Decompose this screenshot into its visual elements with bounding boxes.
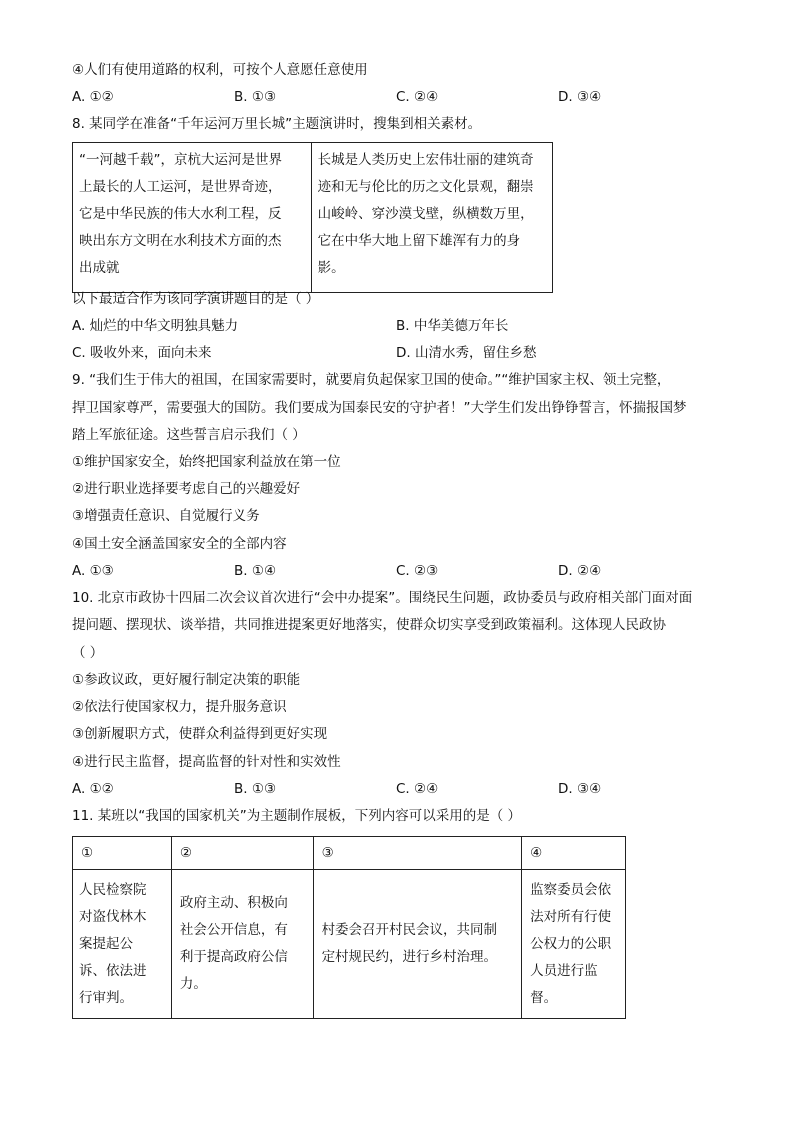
- q8-options-row-1: [72, 316, 732, 336]
- q10-options: [72, 779, 732, 799]
- q8-wall-line-5: 影。: [317, 260, 345, 276]
- q9-options: [72, 561, 732, 581]
- q9-option-d[interactable]: D. ②④: [558, 563, 602, 579]
- q8-option-b[interactable]: B. 中华美德万年长: [396, 318, 509, 334]
- q10-item-2: ②依法行使国家权力，提升服务意识: [72, 699, 287, 715]
- q7-option-a[interactable]: A. ①②: [72, 89, 114, 105]
- q11-cell-4-line-5: 督。: [530, 989, 558, 1006]
- q11-cell-3-line-2: 定村规民约，进行乡村治理。: [321, 949, 498, 965]
- q7-option-c[interactable]: C. ②④: [396, 89, 439, 105]
- q8-wall-line-2: 迹和无与伦比的历之文化景观，翻崇: [317, 179, 534, 195]
- q11-header-2: ②: [171, 837, 313, 870]
- q11-cell-2-line-2: 社会公开信息，有: [179, 922, 288, 938]
- q8-wall-cell: [311, 143, 552, 293]
- q11-header-row: [73, 837, 626, 870]
- q11-header-1: ①: [73, 837, 172, 870]
- q11-stem: 11. 某班以“我国的国家机关”为主题制作展板，下列内容可以采用的是（ ）: [72, 808, 522, 824]
- q8-question: 以下最适合作为该同学演讲题目的是（ ）: [72, 291, 320, 307]
- q11-cell-government: [171, 870, 313, 1019]
- q9-option-b[interactable]: B. ①④: [234, 563, 277, 579]
- q11-cell-2-line-3: 利于提高政府公信: [179, 949, 288, 965]
- q11-cell-1-line-2: 对盗伐林木: [79, 908, 147, 925]
- q8-canal-line-2: 上最长的人工运河，是世界奇迹，: [79, 179, 282, 195]
- q9-item-1: ①维护国家安全，始终把国家利益放在第一位: [72, 454, 341, 470]
- q8-option-d[interactable]: D. 山清水秀，留住乡愁: [396, 345, 537, 361]
- q11-cell-procuratorate: [73, 870, 172, 1019]
- q8-material-table: [72, 142, 553, 293]
- q9-stem-line-1: 9. “我们生于伟大的祖国，在国家需要时，就要肩负起保家卫国的使命。”“维护国家主权、领土完整，: [72, 372, 671, 388]
- q11-header-4: ④: [522, 837, 626, 870]
- q10-stem-line-3: （ ）: [72, 645, 104, 661]
- q10-option-a[interactable]: A. ①②: [72, 781, 114, 797]
- q9-item-2: ②进行职业选择要考虑自己的兴趣爱好: [72, 481, 301, 497]
- q8-wall-line-3: 山峻岭、穿沙漠戈壁，纵横数万里，: [317, 206, 534, 222]
- q11-cell-1-line-4: 诉、依法进: [79, 962, 147, 979]
- q10-item-4: ④进行民主监督，提高监督的针对性和实效性: [72, 754, 341, 770]
- q11-cell-supervisory-commission: [522, 870, 626, 1019]
- q10-option-b[interactable]: B. ①③: [234, 781, 277, 797]
- q11-cell-1-line-3: 案提起公: [79, 935, 133, 952]
- q8-options-row-2: [72, 343, 732, 363]
- q8-stem: 8. 某同学在准备“千年运河万里长城”主题演讲时，搜集到相关素材。: [72, 116, 482, 132]
- q7-item-4: ④人们有使用道路的权利，可按个人意愿任意使用: [72, 62, 368, 78]
- q11-cell-1-line-5: 行审判。: [79, 989, 133, 1006]
- q9-item-3: ③增强责任意识、自觉履行义务: [72, 508, 260, 524]
- q10-item-1: ①参政议政，更好履行制定决策的职能: [72, 672, 301, 688]
- q9-item-4: ④国土安全涵盖国家安全的全部内容: [72, 536, 287, 552]
- q11-cell-4-line-3: 公权力的公职: [530, 935, 612, 952]
- q9-option-c[interactable]: C. ②③: [396, 563, 439, 579]
- q11-header-3: ③: [313, 837, 522, 870]
- q8-canal-line-3: 它是中华民族的伟大水利工程，反: [79, 206, 282, 222]
- q10-stem-line-2: 提问题、摆现状、谈举措，共同推进提案更好地落实，使群众切实享受到政策福利。这体现人民政协: [72, 617, 666, 633]
- q8-wall-line-4: 它在中华大地上留下雄浑有力的身: [317, 233, 521, 249]
- q7-options: [72, 87, 732, 107]
- q11-content-table: [72, 836, 626, 1019]
- q8-wall-line-1: 长城是人类历史上宏伟壮丽的建筑奇: [317, 152, 534, 168]
- q11-content-row: [73, 870, 626, 1019]
- q11-cell-1-line-1: 人民检察院: [79, 881, 147, 898]
- q11-cell-2-line-1: 政府主动、积极向: [179, 895, 288, 911]
- q11-cell-4-line-4: 人员进行监: [530, 962, 598, 979]
- q9-stem-line-3: 踏上军旅征途。这些誓言启示我们（ ）: [72, 427, 306, 443]
- q11-cell-4-line-2: 法对所有行使: [530, 908, 612, 925]
- q8-canal-line-5: 出成就: [79, 260, 120, 276]
- q8-canal-line-1: “一河越千载”，京杭大运河是世界: [79, 152, 282, 168]
- q7-option-d[interactable]: D. ③④: [558, 89, 602, 105]
- q11-cell-4-line-1: 监察委员会依: [530, 881, 612, 898]
- q9-option-a[interactable]: A. ①③: [72, 563, 114, 579]
- q8-option-a[interactable]: A. 灿烂的中华文明独具魅力: [72, 318, 239, 334]
- q8-option-c[interactable]: C. 吸收外来，面向未来: [72, 345, 212, 361]
- q10-stem-line-1: 10. 北京市政协十四届二次会议首次进行“会中办提案”。围绕民生问题，政协委员与政府相关部门面对面: [72, 590, 693, 606]
- q11-cell-3-line-1: 村委会召开村民会议，共同制: [321, 922, 498, 938]
- q11-cell-village-committee: [313, 870, 522, 1019]
- q10-option-d[interactable]: D. ③④: [558, 781, 602, 797]
- q9-stem-line-2: 捍卫国家尊严，需要强大的国防。我们要成为国泰民安的守护者！”大学生们发出铮铮誓言，怀揣报国梦: [72, 400, 687, 416]
- q11-cell-2-line-4: 力。: [179, 976, 207, 992]
- q10-option-c[interactable]: C. ②④: [396, 781, 439, 797]
- q10-item-3: ③创新履职方式，使群众利益得到更好实现: [72, 726, 328, 742]
- q7-option-b[interactable]: B. ①③: [234, 89, 277, 105]
- q8-canal-cell: [73, 143, 312, 293]
- q8-canal-line-4: 映出东方文明在水利技术方面的杰: [79, 233, 282, 249]
